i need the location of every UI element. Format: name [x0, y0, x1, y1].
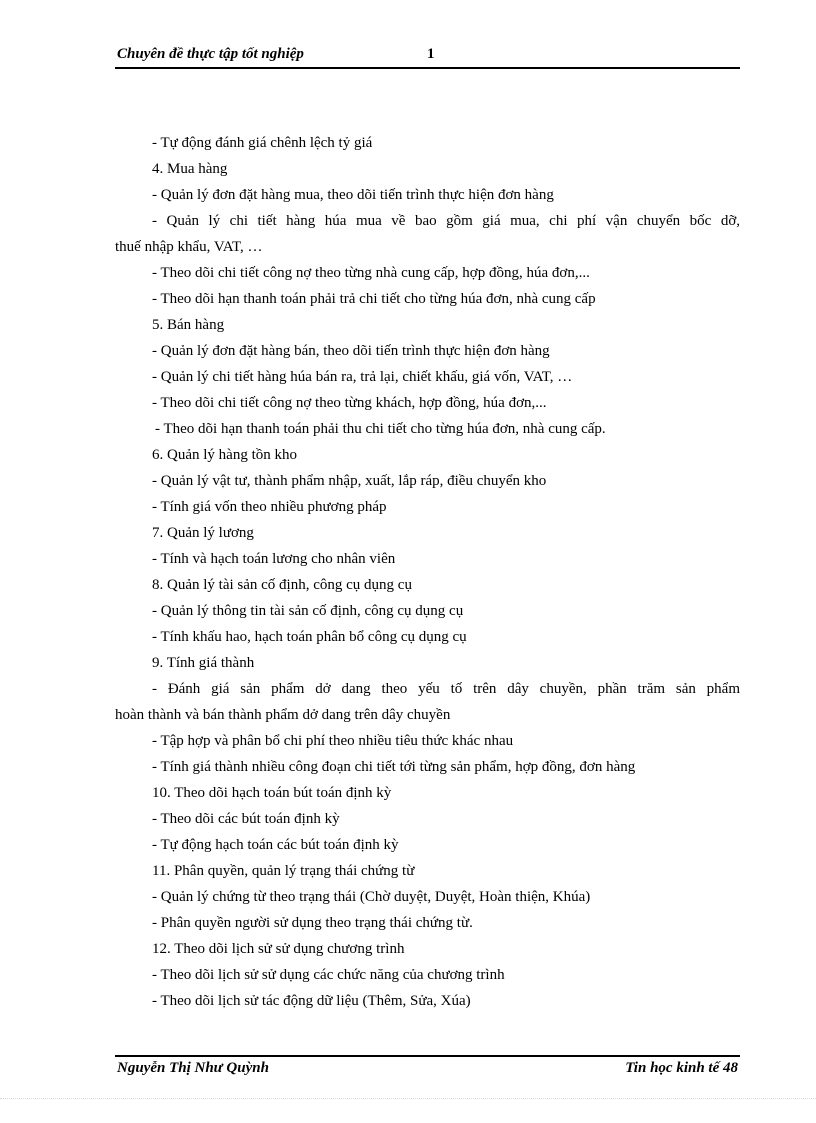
section-heading: 8. Quản lý tài sản cố định, công cụ dụng cụ: [152, 577, 412, 593]
text-line: - Tính khấu hao, hạch toán phân bổ công cụ dụng cụ: [152, 629, 467, 645]
section-heading: 12. Theo dõi lịch sử sử dụng chương trình: [152, 941, 405, 957]
page-footer: [115, 1058, 740, 1082]
course-name: Tin học kinh tế 48: [625, 1060, 738, 1076]
text-line: - Theo dõi các bút toán định kỳ: [152, 811, 340, 827]
text-line: - Tính giá vốn theo nhiều phương pháp: [152, 499, 387, 515]
text-line: - Theo dõi hạn thanh toán phải trả chi tiết cho từng húa đơn, nhà cung cấp: [152, 291, 596, 307]
text-line: - Tự động đánh giá chênh lệch tỷ giá: [152, 135, 373, 151]
author-name: Nguyễn Thị Như Quỳnh: [117, 1060, 269, 1076]
section-heading: 7. Quản lý lương: [152, 525, 254, 541]
page-header: [115, 44, 740, 66]
text-line: - Phân quyền người sử dụng theo trạng thái chứng từ.: [152, 915, 473, 931]
section-heading: 9. Tính giá thành: [152, 655, 255, 671]
text-line: - Theo dõi chi tiết công nợ theo từng khách, hợp đồng, húa đơn,...: [152, 395, 547, 411]
section-heading: 10. Theo dõi hạch toán bút toán định kỳ: [152, 785, 392, 801]
text-line: - Theo dõi hạn thanh toán phải thu chi tiết cho từng húa đơn, nhà cung cấp.: [155, 421, 606, 437]
text-line: - Quản lý đơn đặt hàng bán, theo dõi tiến trình thực hiện đơn hàng: [152, 343, 550, 359]
text-line: hoàn thành và bán thành phẩm dở dang trên dây chuyền: [115, 707, 451, 723]
text-line: - Quản lý chi tiết hàng húa bán ra, trả lại, chiết khấu, giá vốn, VAT, …: [152, 369, 573, 385]
text-line: - Đánh giá sản phẩm dở dang theo yếu tố trên dây chuyền, phần trăm sản phẩm: [152, 681, 740, 697]
section-heading: 11. Phân quyền, quản lý trạng thái chứng từ: [152, 863, 415, 879]
page-number: 1: [427, 46, 435, 62]
text-line: - Quản lý chi tiết hàng húa mua về bao gồm giá mua, chi phí vận chuyển bốc dỡ,: [152, 213, 740, 229]
text-line: - Quản lý chứng từ theo trạng thái (Chờ duyệt, Duyệt, Hoàn thiện, Khúa): [152, 889, 591, 905]
text-line: - Quản lý vật tư, thành phẩm nhập, xuất, lắp ráp, điều chuyển kho: [152, 473, 547, 489]
section-heading: 4. Mua hàng: [152, 161, 228, 177]
section-heading: 5. Bán hàng: [152, 317, 225, 333]
text-line: - Quản lý đơn đặt hàng mua, theo dõi tiến trình thực hiện đơn hàng: [152, 187, 554, 203]
text-line: - Tính giá thành nhiều công đoạn chi tiết tới từng sản phẩm, hợp đồng, đơn hàng: [152, 759, 636, 775]
text-line: - Theo dõi chi tiết công nợ theo từng nhà cung cấp, hợp đồng, húa đơn,...: [152, 265, 590, 281]
document-title: Chuyên đề thực tập tốt nghiệp: [117, 46, 304, 62]
footer-divider: [115, 1055, 740, 1057]
text-line: - Quản lý thông tin tài sản cố định, công cụ dụng cụ: [152, 603, 464, 619]
text-line: - Theo dõi lịch sử tác động dữ liệu (Thêm, Sửa, Xúa): [152, 993, 471, 1009]
header-divider: [115, 67, 740, 69]
page-edge: [0, 1098, 816, 1099]
text-line: - Tự động hạch toán các bút toán định kỳ: [152, 837, 399, 853]
section-heading: 6. Quản lý hàng tồn kho: [152, 447, 297, 463]
text-line: - Tập hợp và phân bổ chi phí theo nhiều tiêu thức khác nhau: [152, 733, 514, 749]
text-line: - Tính và hạch toán lương cho nhân viên: [152, 551, 396, 567]
text-line: - Theo dõi lịch sử sử dụng các chức năng của chương trình: [152, 967, 505, 983]
text-line: thuế nhập khẩu, VAT, …: [115, 239, 263, 255]
